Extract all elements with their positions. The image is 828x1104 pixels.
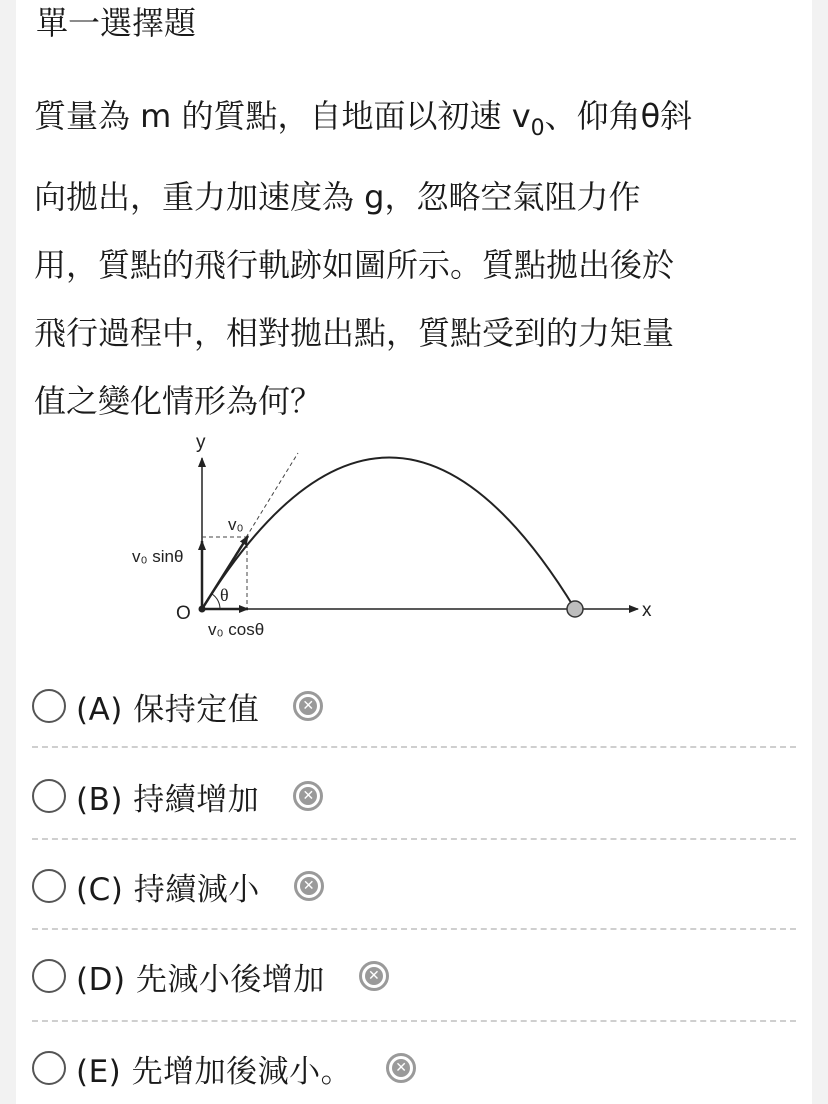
x-icon: ✕ (299, 787, 317, 805)
x-icon: ✕ (365, 967, 383, 985)
option-b-label[interactable]: (B) 持續增加 (76, 781, 260, 818)
option-a-label[interactable]: (A) 保持定值 (76, 691, 260, 728)
v0-cos-label: v₀ cosθ (208, 620, 265, 639)
theta-arc (212, 594, 220, 609)
x-label: x (642, 600, 652, 621)
remove-option-icon[interactable] (293, 691, 323, 721)
option-b[interactable] (32, 766, 323, 826)
radio-icon[interactable] (32, 959, 66, 993)
remove-option-icon[interactable] (386, 1053, 416, 1083)
option-a[interactable] (32, 676, 323, 736)
option-e-label[interactable]: (E) 先增加後減小。 (76, 1053, 353, 1090)
divider (32, 1020, 796, 1022)
radio-icon[interactable] (32, 1051, 66, 1085)
option-d[interactable] (32, 946, 389, 1006)
option-c-label[interactable]: (C) 持續減小 (76, 871, 260, 908)
radio-icon[interactable] (32, 779, 66, 813)
trajectory-curve (202, 458, 575, 610)
origin-label: O (176, 603, 191, 624)
y-label: y (196, 432, 206, 453)
question-line-2: 向拋出，重力加速度為 g，忽略空氣阻力作 (34, 178, 641, 216)
option-c[interactable] (32, 856, 324, 916)
option-d-label[interactable]: (D) 先減小後增加 (76, 961, 325, 998)
x-icon: ✕ (299, 697, 317, 715)
radio-icon[interactable] (32, 869, 66, 903)
question-line-5: 值之變化情形為何？ (34, 382, 323, 420)
section-title: 單一選擇題 (36, 4, 197, 42)
origin-point (199, 606, 206, 613)
v0-sin-label: v₀ sinθ (132, 547, 184, 566)
x-icon: ✕ (392, 1059, 410, 1077)
projectile-diagram (120, 426, 680, 656)
radio-icon[interactable] (32, 689, 66, 723)
divider (32, 838, 796, 840)
remove-option-icon[interactable] (359, 961, 389, 991)
landing-ball (567, 601, 583, 617)
remove-option-icon[interactable] (294, 871, 324, 901)
v0-label: v₀ (228, 515, 244, 534)
remove-option-icon[interactable] (293, 781, 323, 811)
question-text (34, 82, 774, 435)
theta-label: θ (220, 585, 229, 605)
x-icon: ✕ (300, 877, 318, 895)
option-e[interactable] (32, 1038, 416, 1098)
divider (32, 746, 796, 748)
question-line-4: 飛行過程中，相對拋出點，質點受到的力矩量 (34, 314, 675, 352)
divider (32, 928, 796, 930)
question-line-1: 質量為 m 的質點，自地面以初速 $v_0$、仰角θ斜 (34, 97, 693, 141)
question-line-3: 用，質點的飛行軌跡如圖所示。質點拋出後於 (34, 246, 675, 284)
